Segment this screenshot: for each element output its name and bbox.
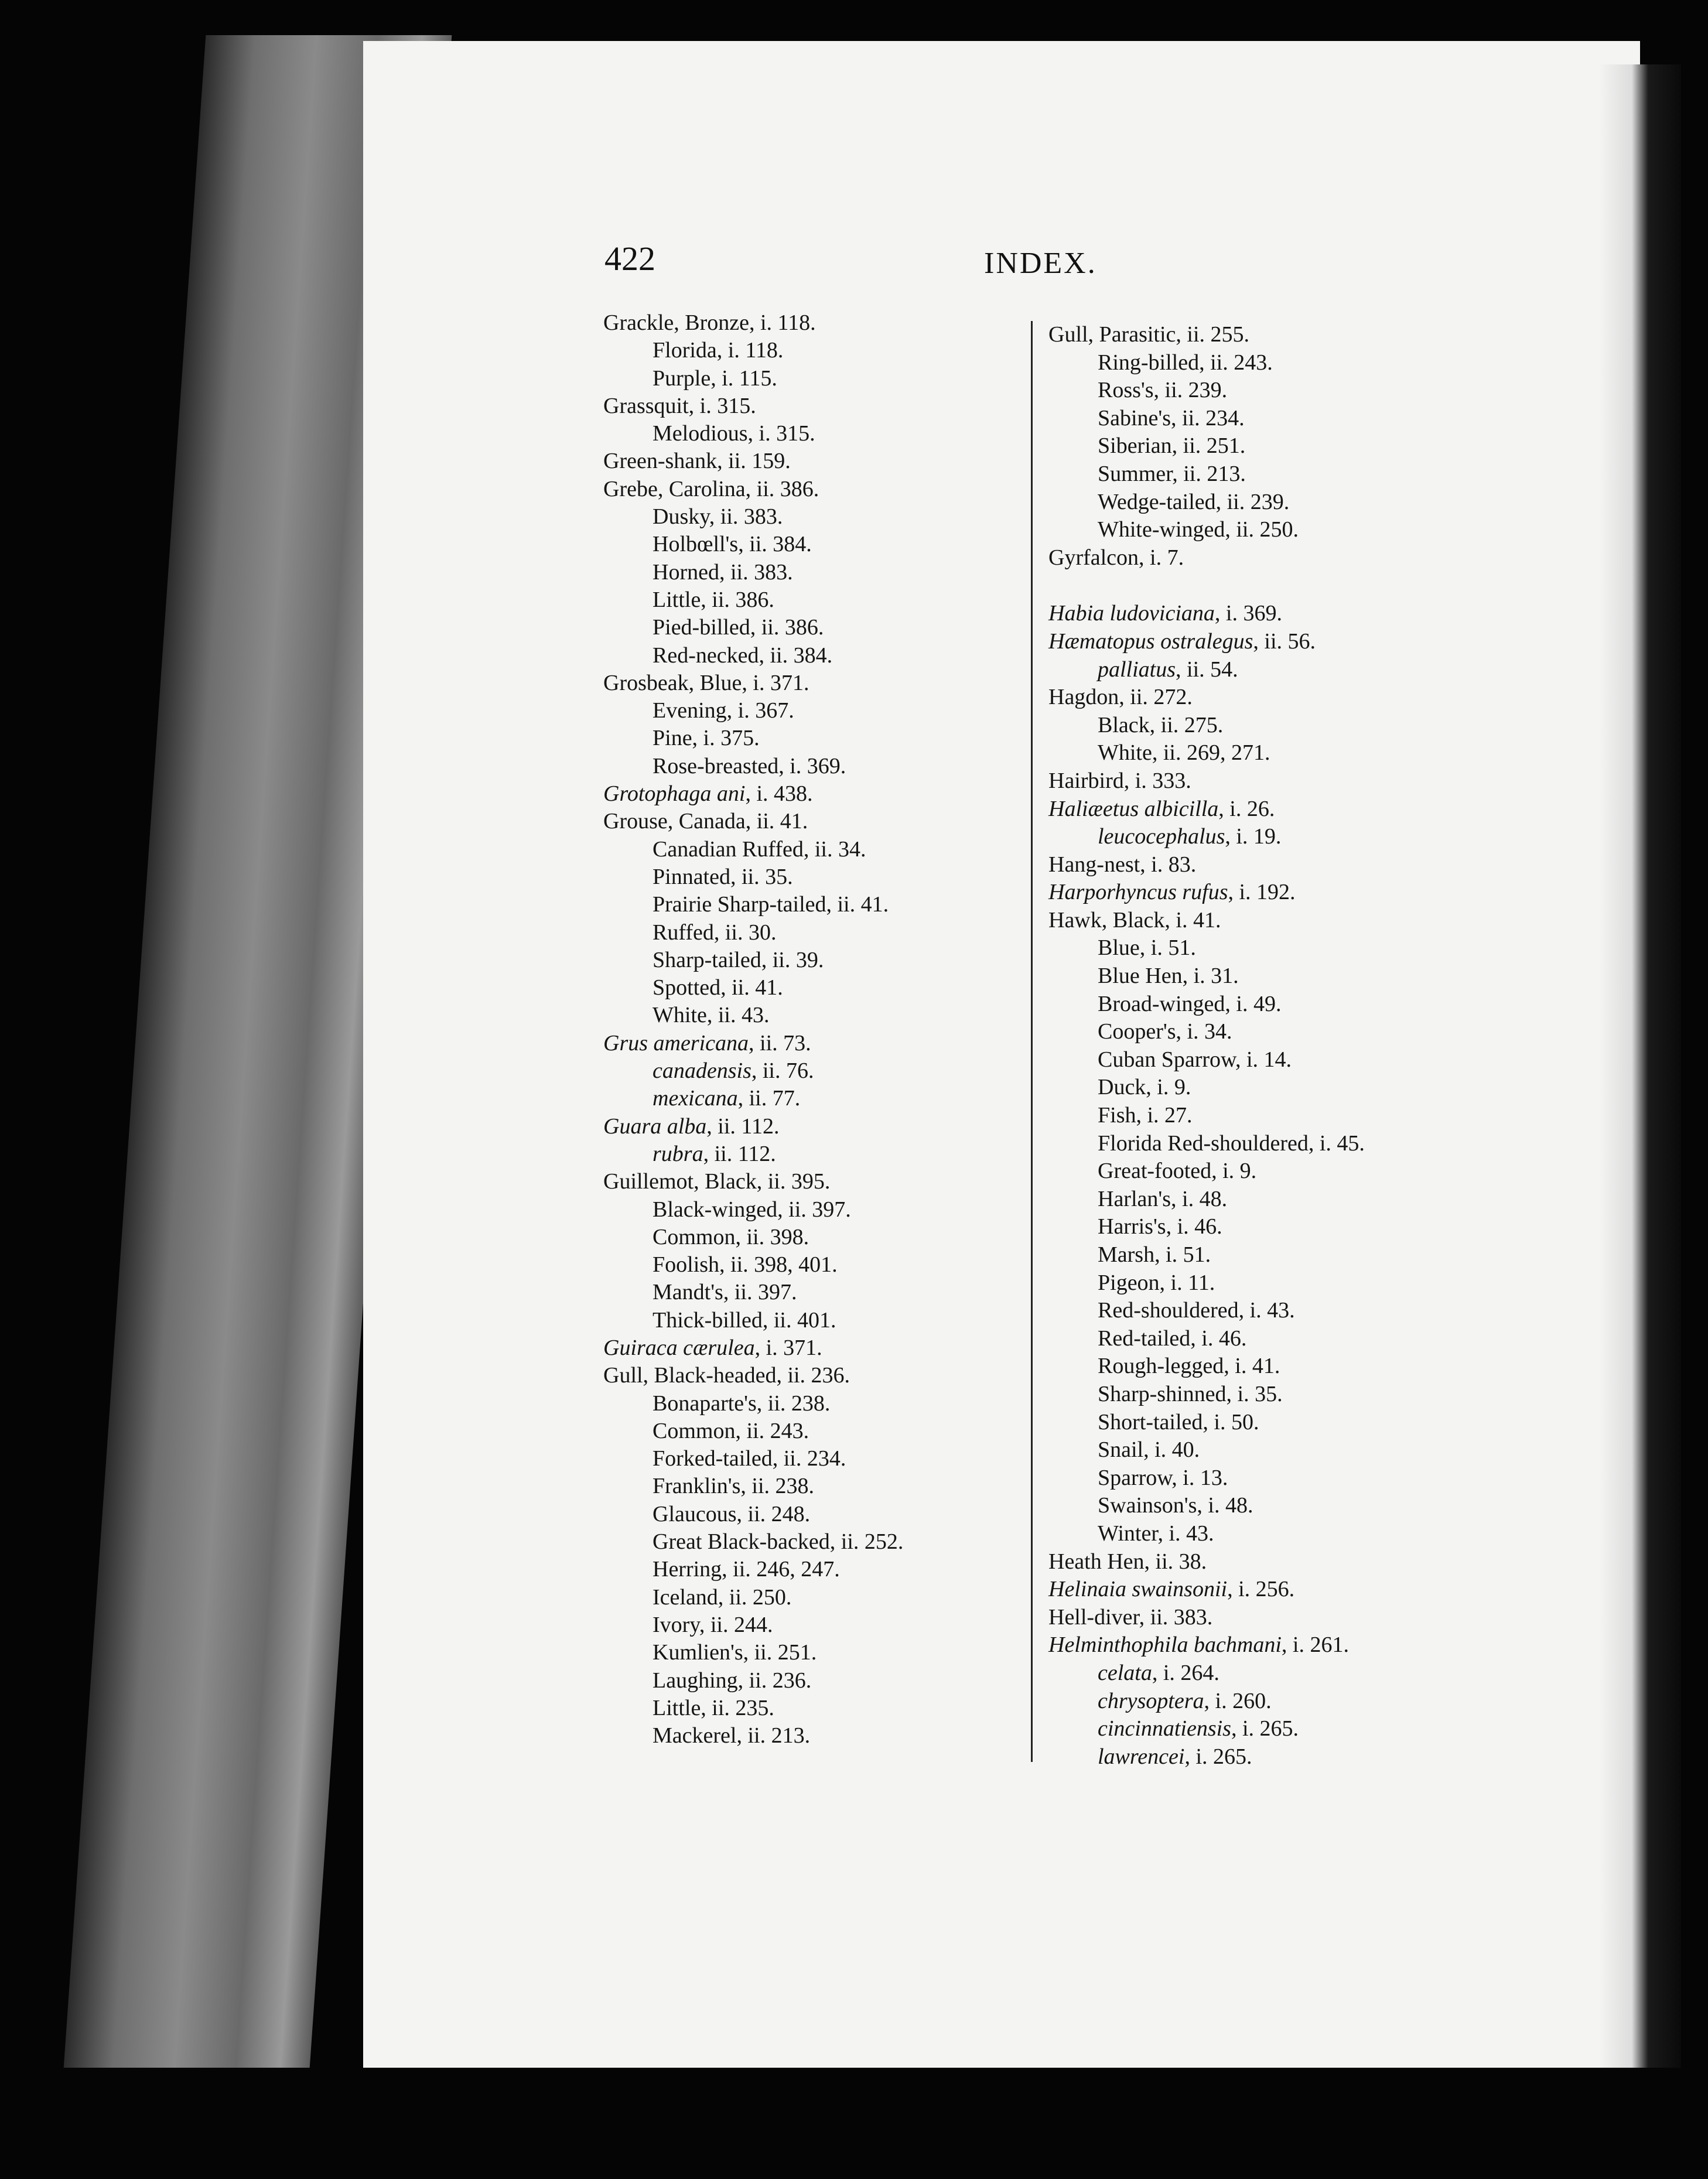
index-text: Evening, i. 367. [653, 698, 794, 723]
index-entry [603, 1334, 1025, 1362]
index-subentry [603, 614, 1025, 641]
index-text: , i. 260. [1204, 1688, 1272, 1713]
index-subentry [603, 1473, 1025, 1500]
index-subentry [603, 1501, 1025, 1528]
index-entry [1048, 600, 1458, 628]
index-text: , i. 19. [1225, 824, 1282, 849]
index-subentry [1048, 1213, 1458, 1241]
index-entry [603, 309, 1025, 337]
index-entry [603, 780, 1025, 808]
index-subentry [1048, 1743, 1458, 1771]
column-divider [1031, 321, 1033, 1762]
index-text: Siberian, ii. 251. [1098, 433, 1246, 459]
index-entry [1048, 907, 1458, 935]
index-term-italic: Guara alba [603, 1114, 707, 1139]
index-text: , i. 256. [1227, 1577, 1295, 1602]
facing-page-edge [1599, 64, 1681, 2068]
index-entry [1048, 879, 1458, 907]
index-term-italic: palliatus [1098, 657, 1176, 682]
index-subentry [1048, 712, 1458, 740]
index-subentry [603, 1224, 1025, 1251]
index-term-italic: Harporhyncus rufus [1048, 880, 1228, 905]
index-text: Hawk, Black, i. 41. [1048, 907, 1221, 933]
index-subentry [603, 337, 1025, 364]
index-text: Harlan's, i. 48. [1098, 1186, 1228, 1211]
index-subentry [603, 1307, 1025, 1334]
index-subentry [603, 420, 1025, 448]
index-term-italic: Habia ludoviciana [1048, 601, 1215, 626]
index-text: Spotted, ii. 41. [653, 975, 783, 1000]
index-text: Hang-nest, i. 83. [1048, 852, 1197, 877]
index-subentry [1048, 1520, 1458, 1548]
index-text: Grackle, Bronze, i. 118. [603, 310, 816, 335]
index-text: Little, ii. 235. [653, 1695, 774, 1720]
index-subentry [1048, 1269, 1458, 1297]
index-subentry [1048, 1464, 1458, 1492]
index-text: Gull, Parasitic, ii. 255. [1048, 322, 1250, 347]
index-subentry [1048, 1659, 1458, 1688]
index-term-italic: Grotophaga ani [603, 781, 746, 807]
index-entry [603, 476, 1025, 503]
index-subentry [1048, 405, 1458, 433]
index-subentry [603, 974, 1025, 1002]
index-subentry [603, 1528, 1025, 1556]
index-text: Harris's, i. 46. [1098, 1214, 1222, 1239]
index-entry [603, 1168, 1025, 1196]
index-text: Rough-legged, i. 41. [1098, 1354, 1280, 1379]
index-subentry [1048, 1186, 1458, 1214]
index-text: Franklin's, ii. 238. [653, 1474, 815, 1499]
index-subentry [1048, 962, 1458, 991]
index-entry [1048, 1631, 1458, 1659]
index-text: Duck, i. 9. [1098, 1075, 1191, 1100]
index-text: Blue, i. 51. [1098, 935, 1196, 961]
index-term-italic: Haliæetus albicilla [1048, 796, 1219, 821]
index-text: Ruffed, ii. 30. [653, 920, 777, 945]
index-subentry [1048, 1409, 1458, 1437]
index-text: Herring, ii. 246, 247. [653, 1557, 840, 1582]
index-subentry [1048, 1074, 1458, 1102]
index-text: , ii. 77. [737, 1086, 801, 1111]
index-column-right [1048, 321, 1458, 1771]
index-subentry [1048, 823, 1458, 851]
index-subentry [603, 1251, 1025, 1279]
index-entry [1048, 321, 1458, 349]
index-subentry [603, 1057, 1025, 1085]
index-subentry [1048, 1688, 1458, 1716]
index-text: Grouse, Canada, ii. 41. [603, 809, 808, 834]
index-subentry [1048, 377, 1458, 405]
index-text: Short-tailed, i. 50. [1098, 1409, 1259, 1435]
index-text: Sharp-shinned, i. 35. [1098, 1381, 1283, 1406]
index-subentry [1048, 1297, 1458, 1325]
index-text: Iceland, ii. 250. [653, 1584, 792, 1610]
index-text: , ii. 54. [1176, 657, 1238, 682]
index-subentry [603, 1390, 1025, 1418]
index-text: Blue Hen, i. 31. [1098, 964, 1239, 989]
index-text: Ross's, ii. 239. [1098, 378, 1228, 403]
index-text: Hairbird, i. 333. [1048, 768, 1191, 793]
index-text: Sharp-tailed, ii. 39. [653, 947, 824, 972]
index-text: Mackerel, ii. 213. [653, 1723, 811, 1748]
index-term-italic: leucocephalus [1098, 824, 1225, 849]
index-subentry [1048, 1018, 1458, 1046]
index-term-italic: celata [1098, 1660, 1152, 1685]
index-entry [1048, 1576, 1458, 1604]
index-text: Grebe, Carolina, ii. 386. [603, 476, 819, 501]
index-subentry [603, 1085, 1025, 1112]
index-term-italic: Helminthophila bachmani [1048, 1632, 1282, 1658]
index-subentry [603, 642, 1025, 670]
index-text: White-winged, ii. 250. [1098, 517, 1299, 542]
index-entry [603, 1113, 1025, 1140]
index-text: Winter, i. 43. [1098, 1521, 1214, 1546]
index-entry [1048, 795, 1458, 824]
index-subentry [603, 1418, 1025, 1445]
index-entry [1048, 544, 1458, 572]
index-text: Dusky, ii. 383. [653, 504, 783, 530]
index-entry [1048, 684, 1458, 712]
index-subentry [603, 531, 1025, 558]
index-text: Pinnated, ii. 35. [653, 864, 793, 889]
index-subentry [603, 1279, 1025, 1306]
index-text: Florida Red-shouldered, i. 45. [1098, 1131, 1365, 1156]
index-term-italic: mexicana [653, 1086, 738, 1111]
index-subentry [603, 753, 1025, 780]
index-text: Grassquit, i. 315. [603, 393, 756, 418]
index-text: Hagdon, ii. 272. [1048, 685, 1193, 710]
index-text: , ii. 76. [751, 1058, 814, 1084]
index-subentry [603, 1556, 1025, 1583]
index-text: Red-necked, ii. 384. [653, 643, 833, 668]
index-subentry [1048, 432, 1458, 460]
index-text: , i. 192. [1228, 880, 1296, 905]
index-text: Green-shank, ii. 159. [603, 449, 791, 474]
index-subentry [1048, 991, 1458, 1019]
index-subentry [1048, 1353, 1458, 1381]
index-text: , ii. 73. [749, 1030, 811, 1056]
index-text: Fish, i. 27. [1098, 1103, 1193, 1128]
index-subentry [1048, 489, 1458, 517]
index-text: Summer, ii. 213. [1098, 461, 1246, 486]
index-text: , i. 261. [1281, 1632, 1349, 1658]
index-term-italic: Grus americana [603, 1030, 749, 1056]
index-subentry [1048, 1325, 1458, 1353]
index-text: Florida, i. 118. [653, 338, 784, 363]
index-subentry [603, 1722, 1025, 1750]
index-subentry [603, 725, 1025, 752]
index-text: , ii. 112. [706, 1114, 780, 1139]
index-subentry [603, 1695, 1025, 1722]
index-text: , i. 265. [1184, 1744, 1252, 1769]
index-text: Ring-billed, ii. 243. [1098, 350, 1273, 375]
index-subentry [603, 365, 1025, 392]
index-subentry [1048, 656, 1458, 684]
index-text: Red-tailed, i. 46. [1098, 1326, 1247, 1351]
index-entry [1048, 628, 1458, 656]
index-term-italic: Guiraca cærulea [603, 1335, 755, 1360]
index-entry [1048, 767, 1458, 795]
index-text: Horned, ii. 383. [653, 559, 793, 585]
index-subentry [603, 1584, 1025, 1611]
index-term-italic: cincinnatiensis [1098, 1716, 1231, 1741]
index-term-italic: Hæmatopus ostralegus [1048, 629, 1253, 654]
index-text: Purple, i. 115. [653, 366, 777, 391]
index-text: Ivory, ii. 244. [653, 1612, 773, 1637]
index-entry [603, 392, 1025, 420]
index-text: Thick-billed, ii. 401. [653, 1307, 836, 1333]
index-text: Hell-diver, ii. 383. [1048, 1604, 1213, 1630]
index-subentry [1048, 1436, 1458, 1464]
index-term-italic: rubra [653, 1141, 703, 1166]
index-text: , i. 371. [754, 1335, 822, 1360]
index-term-italic: canadensis [653, 1058, 751, 1084]
index-subentry [603, 1639, 1025, 1666]
index-text: Heath Hen, ii. 38. [1048, 1549, 1207, 1574]
index-subentry [1048, 349, 1458, 377]
index-text: Black-winged, ii. 397. [653, 1197, 851, 1222]
index-text: Bonaparte's, ii. 238. [653, 1391, 831, 1416]
index-text: White, ii. 43. [653, 1003, 770, 1028]
index-text: Black, ii. 275. [1098, 712, 1224, 737]
index-column-left [603, 309, 1025, 1750]
index-subentry [1048, 1157, 1458, 1186]
index-subentry [1048, 1492, 1458, 1520]
index-text: Gull, Black-headed, ii. 236. [603, 1363, 850, 1388]
index-subentry [1048, 1046, 1458, 1074]
index-text: Holbœll's, ii. 384. [653, 532, 812, 557]
index-subentry [603, 863, 1025, 891]
index-text: Red-shouldered, i. 43. [1098, 1298, 1295, 1323]
index-text: Broad-winged, i. 49. [1098, 991, 1282, 1016]
index-text: Cuban Sparrow, i. 14. [1098, 1047, 1292, 1072]
index-entry [1048, 851, 1458, 879]
index-text: Foolish, ii. 398, 401. [653, 1252, 838, 1278]
index-text: Rose-breasted, i. 369. [653, 753, 846, 778]
running-head: INDEX. [984, 247, 1097, 280]
index-text: Kumlien's, ii. 251. [653, 1640, 817, 1665]
index-subentry [1048, 934, 1458, 962]
index-subentry [603, 559, 1025, 586]
index-subentry [603, 1002, 1025, 1029]
index-entry [603, 1362, 1025, 1389]
index-text: , i. 265. [1231, 1716, 1299, 1741]
index-subentry [603, 503, 1025, 531]
index-text: Common, ii. 243. [653, 1418, 809, 1443]
index-text: Snail, i. 40. [1098, 1437, 1200, 1463]
index-entry [603, 448, 1025, 475]
index-text: , ii. 56. [1253, 629, 1316, 654]
index-subentry [603, 1611, 1025, 1639]
index-subentry [603, 1667, 1025, 1695]
index-text: Gyrfalcon, i. 7. [1048, 545, 1184, 570]
index-text: , ii. 112. [703, 1141, 776, 1166]
index-subentry [603, 891, 1025, 918]
index-text: Melodious, i. 315. [653, 421, 815, 446]
index-subentry [1048, 1715, 1458, 1743]
index-subentry [603, 1445, 1025, 1473]
index-text: , i. 26. [1218, 796, 1275, 821]
index-subentry [1048, 1241, 1458, 1269]
index-text: Sparrow, i. 13. [1098, 1465, 1228, 1490]
index-text: , i. 369. [1214, 601, 1282, 626]
index-entry [603, 1030, 1025, 1057]
index-text: Pigeon, i. 11. [1098, 1270, 1215, 1295]
index-text: Marsh, i. 51. [1098, 1242, 1211, 1267]
index-entry [1048, 1604, 1458, 1632]
page-number: 422 [604, 240, 655, 278]
index-subentry [1048, 1102, 1458, 1130]
index-text: Sabine's, ii. 234. [1098, 405, 1245, 431]
index-subentry [1048, 1381, 1458, 1409]
index-subentry [603, 586, 1025, 614]
index-text: Laughing, ii. 236. [653, 1668, 812, 1693]
index-text: Mandt's, ii. 397. [653, 1280, 797, 1305]
index-entry [603, 808, 1025, 835]
index-text: Glaucous, ii. 248. [653, 1501, 811, 1526]
index-term-italic: lawrencei [1098, 1744, 1185, 1769]
index-text: Great-footed, i. 9. [1098, 1159, 1257, 1184]
index-text: Common, ii. 398. [653, 1224, 809, 1249]
index-text: , i. 438. [745, 781, 813, 807]
index-term-italic: Helinaia swainsonii [1048, 1577, 1228, 1602]
index-subentry [603, 836, 1025, 863]
index-text: Pine, i. 375. [653, 726, 760, 751]
index-text: , i. 264. [1152, 1660, 1219, 1685]
index-text: Guillemot, Black, ii. 395. [603, 1169, 831, 1194]
index-text: Canadian Ruffed, ii. 34. [653, 836, 866, 862]
index-subentry [603, 947, 1025, 974]
index-subentry [603, 697, 1025, 725]
index-subentry [1048, 460, 1458, 489]
index-term-italic: chrysoptera [1098, 1688, 1204, 1713]
index-subentry [603, 1196, 1025, 1224]
index-entry [1048, 1548, 1458, 1576]
index-entry [603, 670, 1025, 697]
index-text: Forked-tailed, ii. 234. [653, 1446, 846, 1471]
index-subentry [1048, 516, 1458, 544]
index-text: Swainson's, i. 48. [1098, 1493, 1253, 1518]
index-text: Grosbeak, Blue, i. 371. [603, 670, 809, 695]
index-subentry [1048, 1130, 1458, 1158]
index-text: Pied-billed, ii. 386. [653, 615, 824, 640]
index-text: Little, ii. 386. [653, 587, 774, 612]
index-text: Prairie Sharp-tailed, ii. 41. [653, 892, 889, 917]
index-subentry [603, 1140, 1025, 1168]
index-subentry [603, 919, 1025, 947]
index-text: Wedge-tailed, ii. 239. [1098, 489, 1290, 514]
index-text: Cooper's, i. 34. [1098, 1019, 1232, 1044]
index-text: White, ii. 269, 271. [1098, 740, 1270, 766]
index-text: Great Black-backed, ii. 252. [653, 1529, 904, 1555]
index-subentry [1048, 739, 1458, 767]
